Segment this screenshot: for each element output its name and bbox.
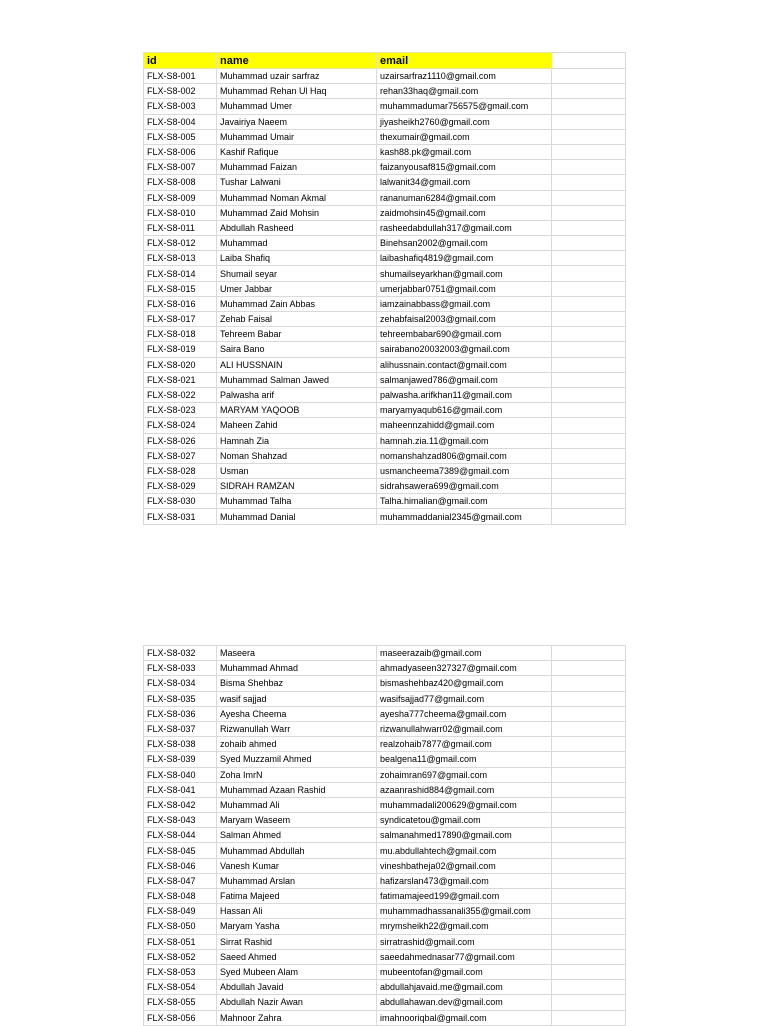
table-row (144, 661, 626, 676)
table-row (144, 721, 626, 736)
cell-email[interactable]: hamnah.zia.11@gmail.com (377, 433, 552, 448)
cell-id[interactable]: FLX-S8-009 (144, 190, 217, 205)
table-row (144, 357, 626, 372)
cell-name[interactable]: Vanesh Kumar (217, 858, 377, 873)
empty-cell[interactable] (552, 494, 626, 509)
empty-cell[interactable] (552, 251, 626, 266)
table-row (144, 949, 626, 964)
cell-email[interactable]: muhammaddanial2345@gmail.com (377, 509, 552, 524)
cell-id[interactable]: FLX-S8-001 (144, 69, 217, 84)
cell-email[interactable]: maryamyaqub616@gmail.com (377, 403, 552, 418)
cell-email[interactable]: maheennzahidd@gmail.com (377, 418, 552, 433)
table-row (144, 266, 626, 281)
cell-id[interactable]: FLX-S8-036 (144, 706, 217, 721)
cell-id[interactable]: FLX-S8-053 (144, 964, 217, 979)
cell-name[interactable]: Abdullah Nazir Awan (217, 995, 377, 1010)
cell-email[interactable]: umerjabbar0751@gmail.com (377, 281, 552, 296)
table-row (144, 84, 626, 99)
cell-id[interactable]: FLX-S8-026 (144, 433, 217, 448)
cell-id[interactable]: FLX-S8-012 (144, 236, 217, 251)
cell-email[interactable]: rizwanullahwarr02@gmail.com (377, 721, 552, 736)
empty-cell[interactable] (552, 691, 626, 706)
empty-cell[interactable] (552, 646, 626, 661)
cell-id[interactable]: FLX-S8-037 (144, 721, 217, 736)
cell-id[interactable]: FLX-S8-024 (144, 418, 217, 433)
cell-name[interactable]: Usman (217, 463, 377, 478)
cell-email[interactable]: ayesha777cheema@gmail.com (377, 706, 552, 721)
table-row (144, 296, 626, 311)
table-row (144, 828, 626, 843)
cell-name[interactable]: Muhammad Ahmad (217, 661, 377, 676)
table-row (144, 69, 626, 84)
cell-name[interactable]: Ayesha Cheema (217, 706, 377, 721)
cell-id[interactable]: FLX-S8-008 (144, 175, 217, 190)
cell-id[interactable]: FLX-S8-019 (144, 342, 217, 357)
cell-email[interactable]: shumailseyarkhan@gmail.com (377, 266, 552, 281)
cell-name[interactable]: SIDRAH RAMZAN (217, 479, 377, 494)
empty-cell[interactable] (552, 342, 626, 357)
empty-cell[interactable] (552, 889, 626, 904)
cell-name[interactable]: Zoha ImrN (217, 767, 377, 782)
cell-name[interactable]: Syed Muzzamil Ahmed (217, 752, 377, 767)
cell-id[interactable]: FLX-S8-042 (144, 797, 217, 812)
empty-cell[interactable] (552, 144, 626, 159)
cell-id[interactable]: FLX-S8-049 (144, 904, 217, 919)
table-row (144, 797, 626, 812)
empty-cell[interactable] (552, 479, 626, 494)
table-row (144, 980, 626, 995)
cell-name[interactable]: Shumail seyar (217, 266, 377, 281)
cell-id[interactable]: FLX-S8-038 (144, 737, 217, 752)
cell-name[interactable]: Mahnoor Zahra (217, 1010, 377, 1025)
cell-name[interactable]: Hassan Ali (217, 904, 377, 919)
empty-cell[interactable] (552, 418, 626, 433)
cell-name[interactable]: Palwasha arif (217, 387, 377, 402)
cell-email[interactable]: azaanrashid884@gmail.com (377, 782, 552, 797)
cell-id[interactable]: FLX-S8-015 (144, 281, 217, 296)
empty-cell[interactable] (552, 327, 626, 342)
cell-id[interactable]: FLX-S8-021 (144, 372, 217, 387)
cell-email[interactable]: muhammadali200629@gmail.com (377, 797, 552, 812)
cell-name[interactable]: ALI HUSSNAIN (217, 357, 377, 372)
table-row (144, 919, 626, 934)
cell-id[interactable]: FLX-S8-033 (144, 661, 217, 676)
cell-email[interactable]: sidrahsawera699@gmail.com (377, 479, 552, 494)
cell-email[interactable]: abdullahawan.dev@gmail.com (377, 995, 552, 1010)
empty-cell[interactable] (552, 448, 626, 463)
cell-id[interactable]: FLX-S8-006 (144, 144, 217, 159)
table-row (144, 813, 626, 828)
cell-id[interactable]: FLX-S8-047 (144, 873, 217, 888)
table-row (144, 858, 626, 873)
empty-cell[interactable] (552, 463, 626, 478)
cell-email[interactable]: mu.abdullahtech@gmail.com (377, 843, 552, 858)
cell-name[interactable]: zohaib ahmed (217, 737, 377, 752)
data-table-2 (143, 645, 626, 1026)
cell-email[interactable]: rananuman6284@gmail.com (377, 190, 552, 205)
table-row (144, 752, 626, 767)
cell-name[interactable]: Salman Ahmed (217, 828, 377, 843)
cell-email[interactable]: muhammadumar756575@gmail.com (377, 99, 552, 114)
table-row (144, 327, 626, 342)
cell-email[interactable]: bealgena11@gmail.com (377, 752, 552, 767)
empty-cell[interactable] (552, 752, 626, 767)
empty-cell[interactable] (552, 661, 626, 676)
cell-name[interactable]: Noman Shahzad (217, 448, 377, 463)
cell-id[interactable]: FLX-S8-010 (144, 205, 217, 220)
empty-cell[interactable] (552, 403, 626, 418)
cell-id[interactable]: FLX-S8-046 (144, 858, 217, 873)
cell-name[interactable]: Muhammad Arslan (217, 873, 377, 888)
cell-name[interactable]: wasif sajjad (217, 691, 377, 706)
cell-id[interactable]: FLX-S8-020 (144, 357, 217, 372)
cell-id[interactable]: FLX-S8-054 (144, 980, 217, 995)
empty-cell[interactable] (552, 949, 626, 964)
cell-name[interactable]: Muhammad Zain Abbas (217, 296, 377, 311)
cell-name[interactable]: Kashif Rafique (217, 144, 377, 159)
table-row (144, 676, 626, 691)
table-row (144, 995, 626, 1010)
cell-name[interactable]: Muhammad Azaan Rashid (217, 782, 377, 797)
empty-cell[interactable] (552, 858, 626, 873)
cell-email[interactable]: maseerazaib@gmail.com (377, 646, 552, 661)
empty-cell[interactable] (552, 706, 626, 721)
cell-email[interactable]: syndicatetou@gmail.com (377, 813, 552, 828)
header-row (144, 53, 626, 69)
cell-id[interactable]: FLX-S8-027 (144, 448, 217, 463)
table-row (144, 160, 626, 175)
table-row (144, 737, 626, 752)
cell-id[interactable]: FLX-S8-011 (144, 220, 217, 235)
cell-email[interactable]: salmanahmed17890@gmail.com (377, 828, 552, 843)
cell-id[interactable]: FLX-S8-050 (144, 919, 217, 934)
cell-id[interactable]: FLX-S8-034 (144, 676, 217, 691)
cell-name[interactable]: Muhammad Umer (217, 99, 377, 114)
empty-cell[interactable] (552, 980, 626, 995)
cell-email[interactable]: lalwanit34@gmail.com (377, 175, 552, 190)
empty-cell[interactable] (552, 721, 626, 736)
empty-cell[interactable] (552, 312, 626, 327)
cell-name[interactable]: Laiba Shafiq (217, 251, 377, 266)
cell-name[interactable]: Muhammad Abdullah (217, 843, 377, 858)
table-row (144, 312, 626, 327)
table-row (144, 418, 626, 433)
empty-cell[interactable] (552, 433, 626, 448)
empty-cell[interactable] (552, 919, 626, 934)
empty-cell[interactable] (552, 964, 626, 979)
cell-name[interactable]: Bisma Shehbaz (217, 676, 377, 691)
header-name[interactable]: name (217, 53, 377, 69)
cell-id[interactable]: FLX-S8-030 (144, 494, 217, 509)
cell-id[interactable]: FLX-S8-004 (144, 114, 217, 129)
table-row (144, 144, 626, 159)
cell-id[interactable]: FLX-S8-056 (144, 1010, 217, 1025)
cell-email[interactable]: muhammadhassanali355@gmail.com (377, 904, 552, 919)
cell-id[interactable]: FLX-S8-045 (144, 843, 217, 858)
cell-email[interactable]: laibashafiq4819@gmail.com (377, 251, 552, 266)
table-row (144, 1010, 626, 1025)
table-row (144, 889, 626, 904)
cell-name[interactable]: Muhammad Salman Jawed (217, 372, 377, 387)
table-row (144, 843, 626, 858)
cell-name[interactable]: Tushar Lalwani (217, 175, 377, 190)
table-row (144, 706, 626, 721)
cell-email[interactable]: sairabano20032003@gmail.com (377, 342, 552, 357)
cell-email[interactable]: faizanyousaf815@gmail.com (377, 160, 552, 175)
empty-cell[interactable] (552, 296, 626, 311)
table-row (144, 190, 626, 205)
cell-email[interactable]: fatimamajeed199@gmail.com (377, 889, 552, 904)
table-row (144, 767, 626, 782)
cell-email[interactable]: uzairsarfraz1110@gmail.com (377, 69, 552, 84)
cell-id[interactable]: FLX-S8-043 (144, 813, 217, 828)
cell-id[interactable]: FLX-S8-005 (144, 129, 217, 144)
table-row (144, 934, 626, 949)
table-row (144, 99, 626, 114)
cell-email[interactable]: ahmadyaseen327327@gmail.com (377, 661, 552, 676)
cell-id[interactable]: FLX-S8-031 (144, 509, 217, 524)
empty-cell[interactable] (552, 782, 626, 797)
cell-name[interactable]: Abdullah Rasheed (217, 220, 377, 235)
table-row (144, 646, 626, 661)
empty-cell[interactable] (552, 205, 626, 220)
empty-cell[interactable] (552, 99, 626, 114)
cell-id[interactable]: FLX-S8-003 (144, 99, 217, 114)
cell-email[interactable]: alihussnain.contact@gmail.com (377, 357, 552, 372)
cell-id[interactable]: FLX-S8-002 (144, 84, 217, 99)
cell-email[interactable]: abdullahjavaid.me@gmail.com (377, 980, 552, 995)
table-row (144, 448, 626, 463)
table-row (144, 479, 626, 494)
cell-name[interactable]: MARYAM YAQOOB (217, 403, 377, 418)
cell-email[interactable]: zaidmohsin45@gmail.com (377, 205, 552, 220)
header-email[interactable]: email (377, 53, 552, 69)
empty-cell[interactable] (552, 676, 626, 691)
cell-id[interactable]: FLX-S8-048 (144, 889, 217, 904)
table-row (144, 904, 626, 919)
cell-name[interactable]: Muhammad Faizan (217, 160, 377, 175)
cell-id[interactable]: FLX-S8-039 (144, 752, 217, 767)
cell-name[interactable]: Umer Jabbar (217, 281, 377, 296)
cell-email[interactable]: wasifsajjad77@gmail.com (377, 691, 552, 706)
cell-id[interactable]: FLX-S8-014 (144, 266, 217, 281)
cell-name[interactable]: Maryam Waseem (217, 813, 377, 828)
cell-name[interactable]: Muhammad Ali (217, 797, 377, 812)
table-row (144, 251, 626, 266)
empty-cell[interactable] (552, 737, 626, 752)
cell-email[interactable]: zohaimran697@gmail.com (377, 767, 552, 782)
cell-id[interactable]: FLX-S8-013 (144, 251, 217, 266)
cell-name[interactable]: Maseera (217, 646, 377, 661)
cell-id[interactable]: FLX-S8-007 (144, 160, 217, 175)
cell-name[interactable]: Fatima Majeed (217, 889, 377, 904)
cell-id[interactable]: FLX-S8-017 (144, 312, 217, 327)
cell-name[interactable]: Hamnah Zia (217, 433, 377, 448)
cell-name[interactable]: Muhammad Noman Akmal (217, 190, 377, 205)
empty-cell[interactable] (552, 175, 626, 190)
cell-email[interactable]: palwasha.arifkhan11@gmail.com (377, 387, 552, 402)
cell-name[interactable]: Muhammad Danial (217, 509, 377, 524)
cell-name[interactable]: Saira Bano (217, 342, 377, 357)
empty-cell[interactable] (552, 281, 626, 296)
cell-email[interactable]: hafizarslan473@gmail.com (377, 873, 552, 888)
cell-name[interactable]: Syed Mubeen Alam (217, 964, 377, 979)
cell-email[interactable]: kash88.pk@gmail.com (377, 144, 552, 159)
empty-cell[interactable] (552, 266, 626, 281)
empty-cell[interactable] (552, 904, 626, 919)
table-row (144, 494, 626, 509)
cell-email[interactable]: bismashehbaz420@gmail.com (377, 676, 552, 691)
cell-name[interactable]: Muhammad uzair sarfraz (217, 69, 377, 84)
cell-name[interactable]: Saeed Ahmed (217, 949, 377, 964)
cell-email[interactable]: jiyasheikh2760@gmail.com (377, 114, 552, 129)
empty-cell[interactable] (552, 934, 626, 949)
table-row (144, 129, 626, 144)
table-row (144, 873, 626, 888)
cell-email[interactable]: Binehsan2002@gmail.com (377, 236, 552, 251)
cell-id[interactable]: FLX-S8-052 (144, 949, 217, 964)
empty-cell[interactable] (552, 160, 626, 175)
table-row (144, 403, 626, 418)
cell-name[interactable]: Abdullah Javaid (217, 980, 377, 995)
cell-name[interactable]: Sirrat Rashid (217, 934, 377, 949)
cell-id[interactable]: FLX-S8-044 (144, 828, 217, 843)
table-row (144, 220, 626, 235)
empty-cell[interactable] (552, 372, 626, 387)
empty-cell[interactable] (552, 53, 626, 69)
cell-email[interactable]: zehabfaisal2003@gmail.com (377, 312, 552, 327)
table-row (144, 387, 626, 402)
empty-cell[interactable] (552, 114, 626, 129)
cell-email[interactable]: nomanshahzad806@gmail.com (377, 448, 552, 463)
cell-name[interactable]: Javairiya Naeem (217, 114, 377, 129)
cell-name[interactable]: Maheen Zahid (217, 418, 377, 433)
empty-cell[interactable] (552, 873, 626, 888)
table-row (144, 433, 626, 448)
empty-cell[interactable] (552, 1010, 626, 1025)
empty-cell[interactable] (552, 813, 626, 828)
empty-cell[interactable] (552, 69, 626, 84)
cell-email[interactable]: thexumair@gmail.com (377, 129, 552, 144)
cell-email[interactable]: mrymsheikh22@gmail.com (377, 919, 552, 934)
empty-cell[interactable] (552, 387, 626, 402)
data-table-1 (143, 52, 626, 525)
cell-name[interactable]: Muhammad Umair (217, 129, 377, 144)
cell-name[interactable]: Muhammad Zaid Mohsin (217, 205, 377, 220)
cell-name[interactable]: Muhammad Rehan Ul Haq (217, 84, 377, 99)
cell-email[interactable]: Talha.himalian@gmail.com (377, 494, 552, 509)
cell-email[interactable]: vineshbatheja02@gmail.com (377, 858, 552, 873)
empty-cell[interactable] (552, 797, 626, 812)
empty-cell[interactable] (552, 84, 626, 99)
cell-name[interactable]: Maryam Yasha (217, 919, 377, 934)
empty-cell[interactable] (552, 995, 626, 1010)
cell-name[interactable]: Muhammad Talha (217, 494, 377, 509)
cell-email[interactable]: rasheedabdullah317@gmail.com (377, 220, 552, 235)
cell-id[interactable]: FLX-S8-028 (144, 463, 217, 478)
table-row (144, 509, 626, 524)
table-row (144, 782, 626, 797)
cell-id[interactable]: FLX-S8-018 (144, 327, 217, 342)
cell-id[interactable]: FLX-S8-023 (144, 403, 217, 418)
empty-cell[interactable] (552, 843, 626, 858)
empty-cell[interactable] (552, 220, 626, 235)
cell-email[interactable]: mubeentofan@gmail.com (377, 964, 552, 979)
table-row (144, 114, 626, 129)
table-row (144, 175, 626, 190)
empty-cell[interactable] (552, 828, 626, 843)
cell-id[interactable]: FLX-S8-022 (144, 387, 217, 402)
cell-email[interactable]: realzohaib7877@gmail.com (377, 737, 552, 752)
empty-cell[interactable] (552, 129, 626, 144)
cell-email[interactable]: imahnooriqbal@gmail.com (377, 1010, 552, 1025)
table-row (144, 691, 626, 706)
cell-email[interactable]: salmanjawed786@gmail.com (377, 372, 552, 387)
table-row (144, 236, 626, 251)
cell-id[interactable]: FLX-S8-032 (144, 646, 217, 661)
cell-name[interactable]: Muhammad (217, 236, 377, 251)
cell-id[interactable]: FLX-S8-055 (144, 995, 217, 1010)
table-row (144, 463, 626, 478)
cell-id[interactable]: FLX-S8-016 (144, 296, 217, 311)
cell-email[interactable]: saeedahmednasar77@gmail.com (377, 949, 552, 964)
cell-email[interactable]: iamzainabbass@gmail.com (377, 296, 552, 311)
cell-name[interactable]: Zehab Faisal (217, 312, 377, 327)
cell-id[interactable]: FLX-S8-035 (144, 691, 217, 706)
cell-email[interactable]: rehan33haq@gmail.com (377, 84, 552, 99)
table-row (144, 281, 626, 296)
table-row (144, 342, 626, 357)
cell-email[interactable]: tehreembabar690@gmail.com (377, 327, 552, 342)
empty-cell[interactable] (552, 509, 626, 524)
cell-id[interactable]: FLX-S8-051 (144, 934, 217, 949)
empty-cell[interactable] (552, 190, 626, 205)
cell-name[interactable]: Tehreem Babar (217, 327, 377, 342)
table-row (144, 964, 626, 979)
table-row (144, 205, 626, 220)
cell-id[interactable]: FLX-S8-029 (144, 479, 217, 494)
empty-cell[interactable] (552, 357, 626, 372)
empty-cell[interactable] (552, 767, 626, 782)
empty-cell[interactable] (552, 236, 626, 251)
cell-id[interactable]: FLX-S8-041 (144, 782, 217, 797)
cell-email[interactable]: usmancheema7389@gmail.com (377, 463, 552, 478)
cell-name[interactable]: Rizwanullah Warr (217, 721, 377, 736)
cell-email[interactable]: sirratrashid@gmail.com (377, 934, 552, 949)
table-row (144, 372, 626, 387)
header-id[interactable]: id (144, 53, 217, 69)
cell-id[interactable]: FLX-S8-040 (144, 767, 217, 782)
